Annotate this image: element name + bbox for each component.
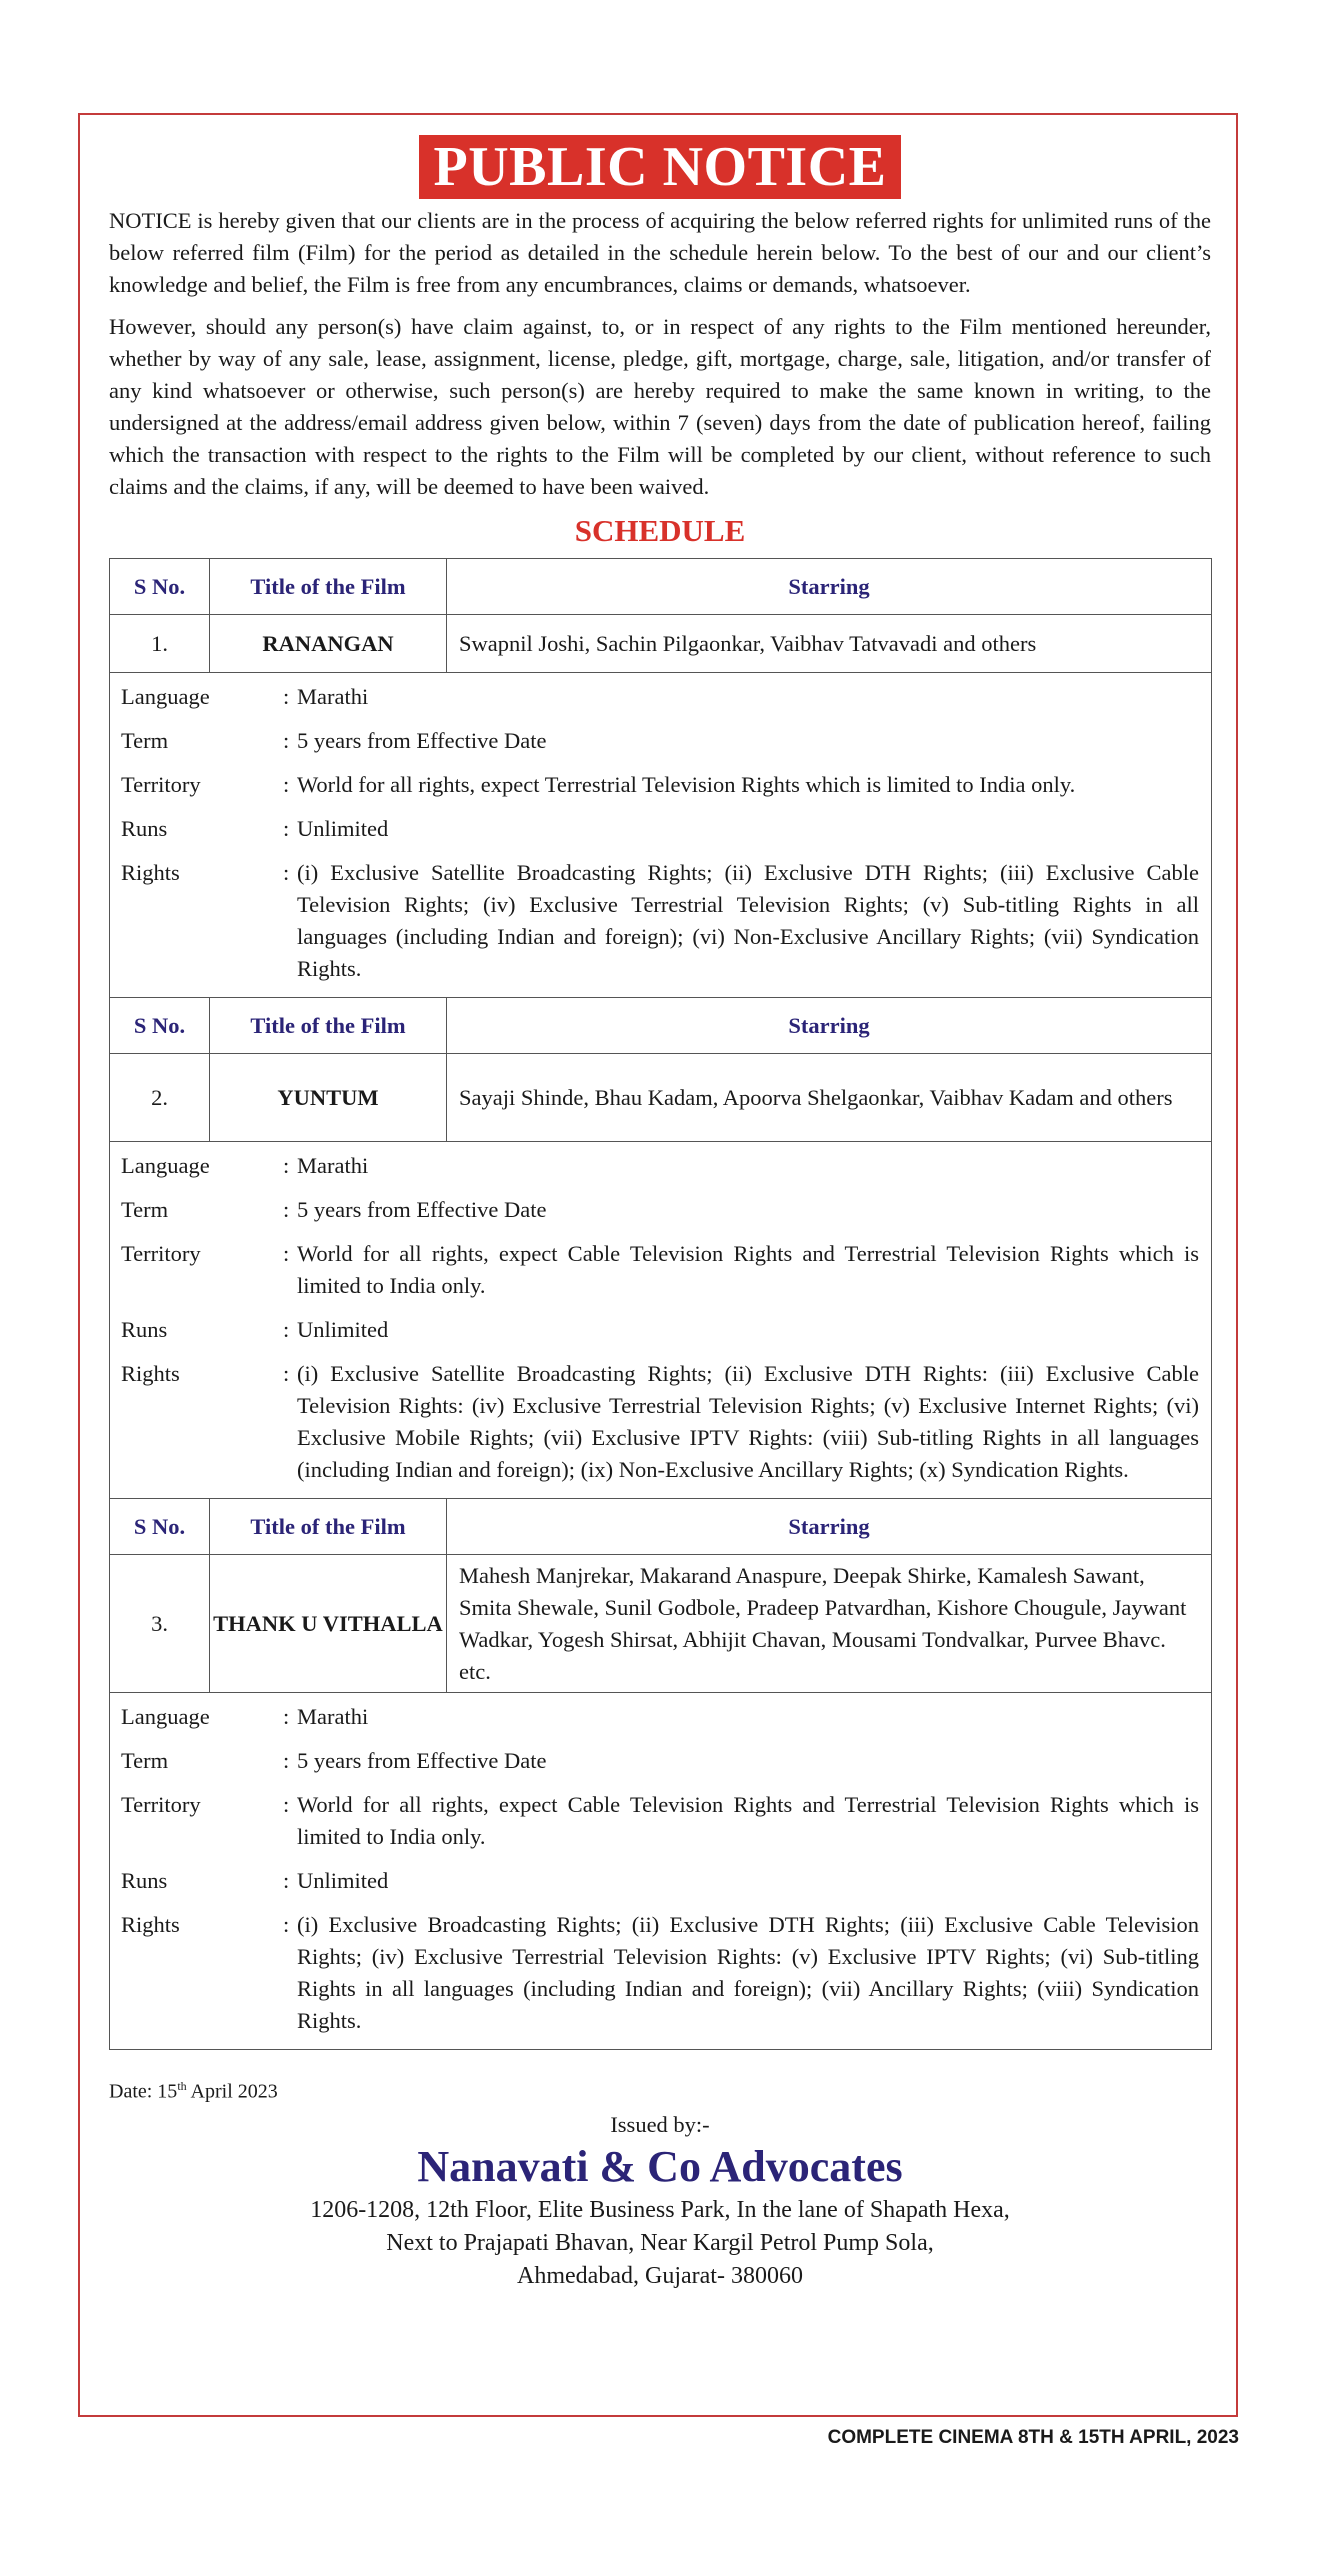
detail-territory xyxy=(121,769,1199,801)
detail-value: Unlimited xyxy=(297,816,389,841)
film-title: YUNTUM xyxy=(210,1054,447,1142)
detail-separator: : xyxy=(283,728,290,753)
detail-separator: : xyxy=(283,1317,290,1342)
film-row xyxy=(110,1555,1212,1693)
film-title: RANANGAN xyxy=(210,615,447,673)
schedule-header-row xyxy=(110,559,1212,615)
film-row xyxy=(110,615,1212,673)
detail-label: Runs xyxy=(121,816,168,841)
detail-language xyxy=(121,681,1199,713)
detail-separator: : xyxy=(283,1868,290,1893)
detail-label: Rights xyxy=(121,1361,180,1386)
header-sno: S No. xyxy=(110,559,210,615)
detail-label: Territory xyxy=(121,772,201,797)
detail-value: (i) Exclusive Satellite Broadcasting Rights; (ii) Exclusive DTH Rights: (iii) Exclusive Cable Television Rights: (iv) Exclusive Terrestrial Television Rights; (v) Exclusive Internet Rights; (vi) Exclusive Mobile Rights; (vii) Exclusive IPTV Rights: (viii) Sub-titling Rights in all languages (including Indian and foreign); (ix) Non-Exclusive Ancillary Rights; (x) Syndication Rights. xyxy=(297,1361,1199,1482)
address-line: Ahmedabad, Gujarat- 380060 xyxy=(517,2262,803,2289)
header-starring: Starring xyxy=(447,1499,1212,1555)
detail-label: Language xyxy=(121,1153,210,1178)
detail-value: 5 years from Effective Date xyxy=(297,1748,547,1773)
detail-separator: : xyxy=(283,772,290,797)
notice-body xyxy=(109,135,1211,2293)
film-details-row xyxy=(110,1142,1212,1499)
address-line: Next to Prajapati Bhavan, Near Kargil Petrol Pump Sola, xyxy=(386,2229,934,2256)
detail-value: (i) Exclusive Satellite Broadcasting Rights; (ii) Exclusive DTH Rights; (iii) Exclusive Cable Television Rights; (iv) Exclusive Terrestrial Television Rights; (v) Sub-titling Rights in all languages (including Indian and foreign); (vi) Non-Exclusive Ancillary Rights; (vii) Syndication Rights. xyxy=(297,860,1199,981)
header-sno: S No. xyxy=(110,1499,210,1555)
film-starring: Mahesh Manjrekar, Makarand Anaspure, Deepak Shirke, Kamalesh Sawant, Smita Shewale, Sunil Godbole, Pradeep Patvardhan, Kishore Chougule, Jaywant Wadkar, Yogesh Shirsat, Abhijit Chavan, Mousami Tondvalkar, Purvee Bhavc. etc. xyxy=(447,1555,1212,1693)
header-sno: S No. xyxy=(110,998,210,1054)
detail-separator: : xyxy=(283,1748,290,1773)
notice-border xyxy=(78,113,1238,2417)
detail-separator: : xyxy=(283,816,290,841)
film-details-row xyxy=(110,673,1212,998)
detail-runs xyxy=(121,813,1199,845)
header-title: Title of the Film xyxy=(210,1499,447,1555)
detail-separator: : xyxy=(283,1361,290,1386)
detail-term xyxy=(121,725,1199,757)
film-sno: 2. xyxy=(110,1054,210,1142)
header-starring: Starring xyxy=(447,559,1212,615)
detail-label: Term xyxy=(121,1748,169,1773)
detail-rights xyxy=(121,1358,1199,1486)
film-sno: 1. xyxy=(110,615,210,673)
film-details xyxy=(110,1142,1212,1499)
detail-value: 5 years from Effective Date xyxy=(297,1197,547,1222)
header-title: Title of the Film xyxy=(210,998,447,1054)
schedule-header-row xyxy=(110,1499,1212,1555)
detail-separator: : xyxy=(283,1241,290,1266)
film-details xyxy=(110,1693,1212,2050)
detail-separator: : xyxy=(283,1197,290,1222)
detail-separator: : xyxy=(283,1912,290,1937)
film-details-row xyxy=(110,1693,1212,2050)
detail-label: Territory xyxy=(121,1792,201,1817)
detail-runs xyxy=(121,1314,1199,1346)
detail-term xyxy=(121,1745,1199,1777)
detail-territory xyxy=(121,1238,1199,1302)
address-line: 1206-1208, 12th Floor, Elite Business Park, In the lane of Shapath Hexa, xyxy=(310,2196,1010,2223)
detail-value: Unlimited xyxy=(297,1317,389,1342)
detail-label: Rights xyxy=(121,1912,180,1937)
header-starring: Starring xyxy=(447,998,1212,1054)
detail-label: Term xyxy=(121,1197,169,1222)
detail-separator: : xyxy=(283,1792,290,1817)
claims-paragraph: However, should any person(s) have claim against, to, or in respect of any rights to the Film mentioned hereunder, whether by way of any sale, lease, assignment, license, pledge, gift, mortgage, charge, sale, litigation, and/or transfer of any kind whatsoever or otherwise, such person(s) are hereby required to make the same known in writing, to the undersigned at the address/email address given below, within 7 (seven) days from the date of publication hereof, failing which the transaction with respect to the rights to the Film will be completed by our client, without reference to such claims and the claims, if any, will be deemed to have been waived. xyxy=(109,314,1211,499)
notice-title: PUBLIC NOTICE xyxy=(419,135,900,199)
detail-label: Language xyxy=(121,1704,210,1729)
film-title: THANK U VITHALLA xyxy=(210,1555,447,1693)
film-starring: Swapnil Joshi, Sachin Pilgaonkar, Vaibhav Tatvavadi and others xyxy=(447,615,1212,673)
intro-paragraph: NOTICE is hereby given that our clients are in the process of acquiring the below referred rights for unlimited runs of the below referred film (Film) for the period as detailed in the schedule herein below. To the best of our and our client’s knowledge and belief, the Film is free from any encumbrances, claims or demands, whatsoever. xyxy=(109,208,1211,297)
detail-territory xyxy=(121,1789,1199,1853)
detail-label: Territory xyxy=(121,1241,201,1266)
film-starring: Sayaji Shinde, Bhau Kadam, Apoorva Shelgaonkar, Vaibhav Kadam and others xyxy=(447,1054,1212,1142)
film-sno: 3. xyxy=(110,1555,210,1693)
detail-label: Language xyxy=(121,684,210,709)
film-row xyxy=(110,1054,1212,1142)
detail-language xyxy=(121,1701,1199,1733)
notice-date: Date: 15th April 2023 xyxy=(109,2079,278,2103)
film-details xyxy=(110,673,1212,998)
detail-value: Marathi xyxy=(297,684,369,709)
detail-value: World for all rights, expect Cable Television Rights and Terrestrial Television Rights which is limited to India only. xyxy=(297,1792,1199,1849)
detail-rights xyxy=(121,857,1199,985)
detail-label: Rights xyxy=(121,860,180,885)
detail-separator: : xyxy=(283,1704,290,1729)
detail-value: World for all rights, expect Terrestrial Television Rights which is limited to India only. xyxy=(297,772,1076,797)
firm-name: Nanavati & Co Advocates xyxy=(417,2141,903,2191)
detail-value: World for all rights, expect Cable Television Rights and Terrestrial Television Rights which is limited to India only. xyxy=(297,1241,1199,1298)
header-title: Title of the Film xyxy=(210,559,447,615)
detail-language xyxy=(121,1150,1199,1182)
detail-label: Runs xyxy=(121,1868,168,1893)
detail-separator: : xyxy=(283,684,290,709)
issued-by: Issued by:- xyxy=(610,2111,710,2137)
detail-value: (i) Exclusive Broadcasting Rights; (ii) Exclusive DTH Rights; (iii) Exclusive Cable Television Rights; (iv) Exclusive Terrestrial Television Rights: (v) Exclusive IPTV Rights; (vi) Sub-titling Rights in all languages (including Indian and foreign); (vii) Ancillary Rights; (viii) Syndication Rights. xyxy=(297,1912,1199,2033)
publication-footer: COMPLETE CINEMA 8TH & 15TH APRIL, 2023 xyxy=(827,2427,1239,2448)
detail-term xyxy=(121,1194,1199,1226)
schedule-table xyxy=(109,558,1212,2050)
detail-value: Marathi xyxy=(297,1153,369,1178)
detail-runs xyxy=(121,1865,1199,1897)
schedule-header-row xyxy=(110,998,1212,1054)
detail-rights xyxy=(121,1909,1199,2037)
detail-value: Marathi xyxy=(297,1704,369,1729)
detail-value: 5 years from Effective Date xyxy=(297,728,547,753)
schedule-heading: SCHEDULE xyxy=(574,513,746,548)
detail-label: Term xyxy=(121,728,169,753)
detail-label: Runs xyxy=(121,1317,168,1342)
detail-separator: : xyxy=(283,860,290,885)
detail-separator: : xyxy=(283,1153,290,1178)
detail-value: Unlimited xyxy=(297,1868,389,1893)
